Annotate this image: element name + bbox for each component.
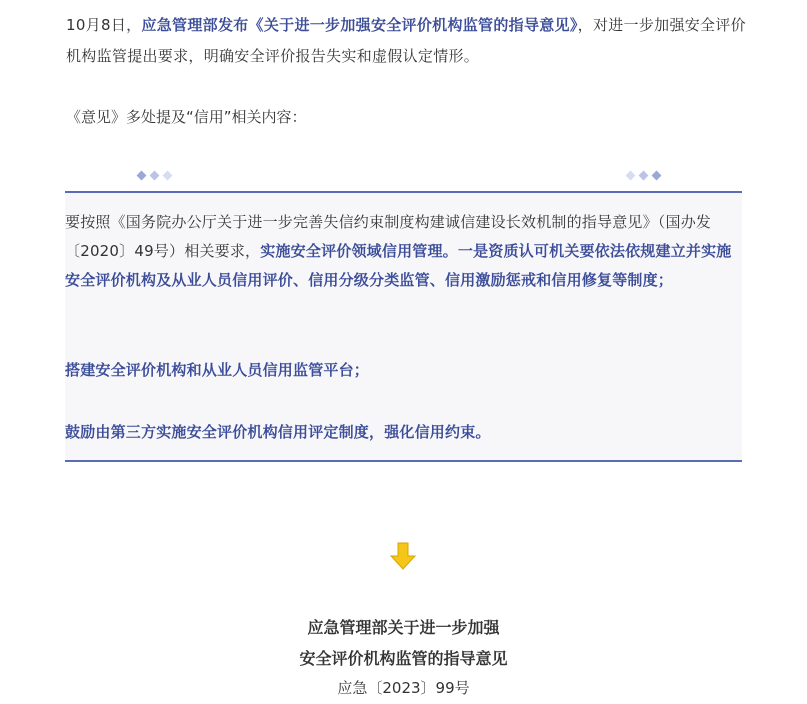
diamond-icon bbox=[639, 171, 649, 181]
diamond-icon bbox=[652, 171, 662, 181]
diamond-icon bbox=[150, 171, 160, 181]
diamond-icon bbox=[626, 171, 636, 181]
diamond-dots-right-icon bbox=[627, 172, 660, 179]
box-p1-normal: 要按照《国务院办公厅关于进一步完善失信约束制度构建诚信建设长效机制的指导意见》（国办发〔2020〕49号）相关要求， bbox=[65, 213, 712, 260]
box-paragraph-2: 搭建安全评价机构和从业人员信用监管平台； bbox=[65, 361, 370, 379]
down-arrow-icon bbox=[390, 542, 416, 574]
doc-number: 应急〔2023〕99号 bbox=[337, 679, 470, 697]
diamond-dots-left-icon bbox=[138, 172, 171, 179]
intro-paragraph bbox=[66, 10, 746, 72]
diamond-icon bbox=[137, 171, 147, 181]
box-paragraph-1 bbox=[65, 208, 742, 295]
box-p1-bold: 实施安全评价领域信用管理。一是资质认可机关要依法依规建立并实施安全评价机构及从业人员信用评价、信用分级分类监管、信用激励惩戒和信用修复等制度； bbox=[65, 242, 732, 289]
mention-text: 《意见》多处提及“信用”相关内容： bbox=[66, 108, 307, 126]
intro-rest: ，对进一步加强安全评价机构监管提出要求，明确安全评价报告失实和虚假认定情形。 bbox=[66, 16, 746, 65]
intro-date: 10月8日， bbox=[66, 16, 142, 34]
box-paragraph-3: 鼓励由第三方实施安全评价机构信用评定制度，强化信用约束。 bbox=[65, 423, 491, 441]
doc-title-line-1: 应急管理部关于进一步加强 bbox=[307, 618, 500, 637]
diamond-icon bbox=[163, 171, 173, 181]
intro-highlight: 应急管理部发布《关于进一步加强安全评价机构监管的指导意见》 bbox=[141, 16, 578, 34]
doc-title-line-2: 安全评价机构监管的指导意见 bbox=[299, 649, 508, 668]
credit-quote-box bbox=[65, 191, 742, 462]
